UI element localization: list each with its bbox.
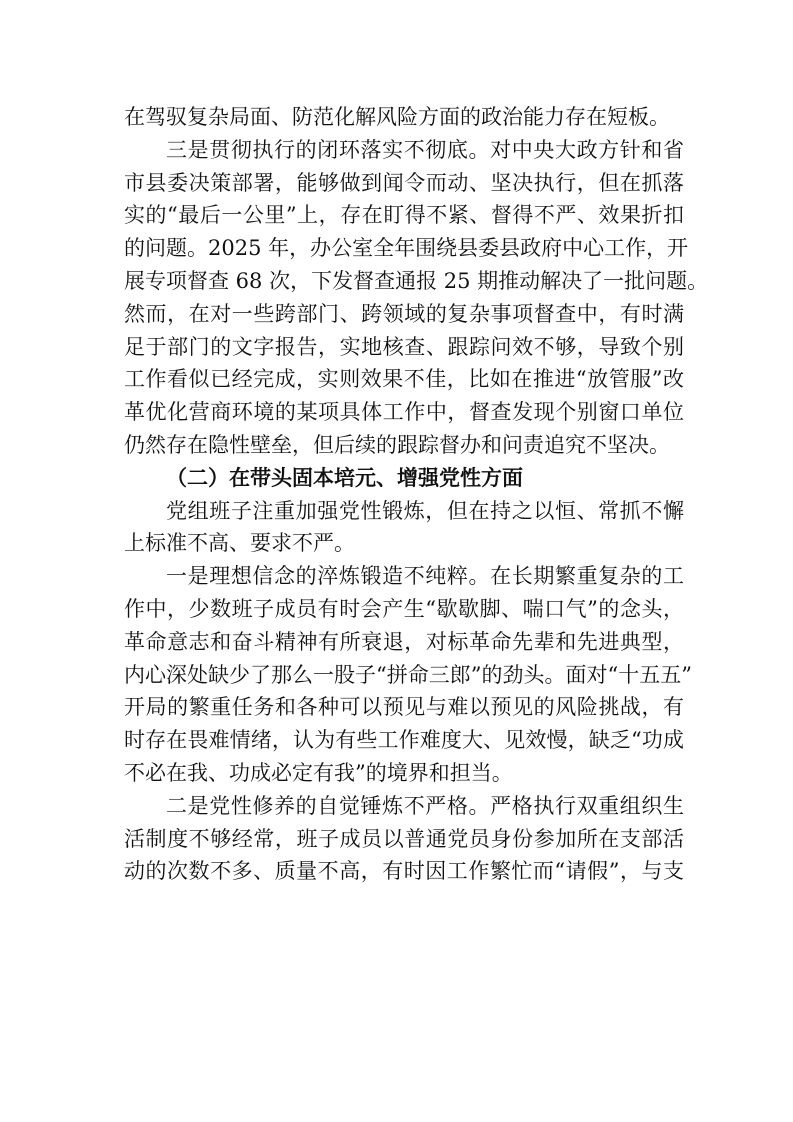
paragraph-line: 不必在我、功成必定有我”的境界和担当。 xyxy=(124,760,513,785)
paragraph-line: 内心深处缺少了那么一股子“拼命三郎”的劲头。面对“十五五” xyxy=(124,662,692,687)
paragraph-line: 革优化营商环境的某项具体工作中，督查发现个别窗口单位 xyxy=(124,400,684,425)
document-body xyxy=(124,101,709,888)
paragraph-line: 工作看似已经完成，实则效果不佳，比如在推进“放管服”改 xyxy=(124,367,684,392)
paragraph-line: 市县委决策部署，能够做到闻令而动、坚决执行，但在抓落 xyxy=(124,170,684,195)
paragraph-line: 展专项督查 68 次，下发督查通报 25 期推动解决了一批问题。 xyxy=(124,268,709,293)
paragraph-line: 足于部门的文字报告，实地核查、跟踪问效不够，导致个别 xyxy=(124,334,684,359)
paragraph-line: 二是党性修养的自觉锤炼不严格。严格执行双重组织生 xyxy=(166,793,684,818)
paragraph-line: 活制度不够经常，班子成员以普通党员身份参加所在支部活 xyxy=(124,826,684,851)
paragraph-line: 革命意志和奋斗精神有所衰退，对标革命先辈和先进典型， xyxy=(124,629,684,654)
paragraph-line: 实的“最后一公里”上，存在盯得不紧、督得不严、效果折扣 xyxy=(124,203,684,228)
paragraph-line: 时存在畏难情绪，认为有些工作难度大、见效慢，缺乏“功成 xyxy=(124,728,684,753)
paragraph-line: 开局的繁重任务和各种可以预见与难以预见的风险挑战，有 xyxy=(124,695,684,720)
paragraph-line: 上标准不高、要求不严。 xyxy=(124,531,355,556)
paragraph-line: 党组班子注重加强党性锻炼，但在持之以恒、常抓不懈 xyxy=(166,498,684,523)
paragraph-line: 一是理想信念的淬炼锻造不纯粹。在长期繁重复杂的工 xyxy=(166,564,684,589)
paragraph-line: 在驾驭复杂局面、防范化解风险方面的政治能力存在短板。 xyxy=(124,105,670,129)
paragraph-line: 动的次数不多、质量不高，有时因工作繁忙而“请假”，与支 xyxy=(124,859,684,884)
paragraph-line: 仍然存在隐性壁垒，但后续的跟踪督办和问责追究不坚决。 xyxy=(124,432,670,457)
section-heading: （二）在带头固本培元、增强党性方面 xyxy=(166,464,523,490)
paragraph-line: 然而，在对一些跨部门、跨领域的复杂事项督查中，有时满 xyxy=(124,301,684,326)
paragraph-line: 三是贯彻执行的闭环落实不彻底。对中央大政方针和省 xyxy=(166,137,684,162)
paragraph-line: 作中，少数班子成员有时会产生“歇歇脚、喘口气”的念头， xyxy=(124,596,684,621)
paragraph-line: 的问题。2025 年，办公室全年围绕县委县政府中心工作，开 xyxy=(124,236,689,261)
